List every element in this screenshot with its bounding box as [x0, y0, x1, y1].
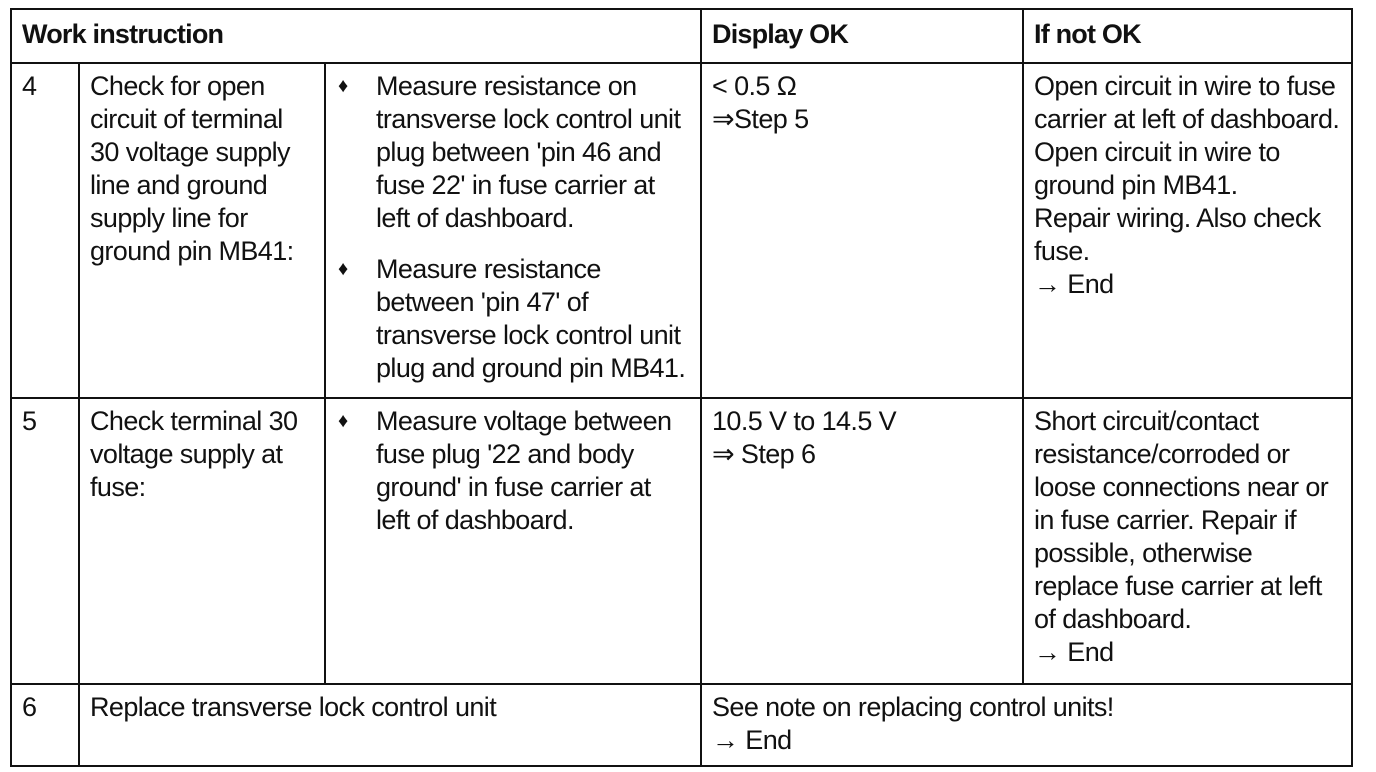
table-row	[11, 63, 1352, 398]
display-ok-value: 10.5 V to 14.5 V	[712, 406, 897, 436]
fault-text: Open circuit in wire to ground pin MB41.	[1034, 137, 1280, 200]
display-ok-cell	[701, 398, 1023, 684]
instruction-text: Replace transverse lock control unit	[79, 684, 701, 766]
end-marker: → End	[712, 725, 792, 755]
bullet-list	[336, 405, 690, 537]
bullet-text: Measure resistance on transverse lock control unit plug between 'pin 46 and fuse 22' in fuse carrier at left of dashboard.	[376, 71, 681, 233]
list-item	[336, 70, 690, 235]
step-number: 5	[11, 398, 79, 684]
if-not-ok-cell	[1023, 398, 1352, 684]
next-step-link: ⇒ Step 6	[712, 439, 816, 469]
header-row	[11, 9, 1352, 63]
repair-text: Repair wiring. Also check fuse.	[1034, 203, 1321, 266]
work-instruction-table	[10, 8, 1353, 767]
step-number: 4	[11, 63, 79, 398]
header-display-ok: Display OK	[701, 9, 1023, 63]
bullet-text: Measure resistance between 'pin 47' of transverse lock control unit plug and ground pin MB41.	[376, 254, 686, 383]
diamond-bullet-icon: ♦	[338, 75, 348, 97]
fault-text: Open circuit in wire to fuse carrier at left of dashboard.	[1034, 71, 1340, 134]
step-number: 6	[11, 684, 79, 766]
table-row	[11, 684, 1352, 766]
if-not-ok-cell	[1023, 63, 1352, 398]
list-item	[336, 253, 690, 385]
list-item	[336, 405, 690, 537]
check-description: Check for open circuit of terminal 30 voltage supply line and ground supply line for ground pin MB41:	[79, 63, 325, 398]
bullet-text: Measure voltage between fuse plug '22 and body ground' in fuse carrier at left of dashboard.	[376, 406, 672, 535]
check-description: Check terminal 30 voltage supply at fuse:	[79, 398, 325, 684]
measure-instructions	[325, 63, 701, 398]
fault-text: Short circuit/contact resistance/corroded or loose connections near or in fuse carrier. Repair if possible, otherwise replace fuse carrier at left of dashboard.	[1034, 406, 1329, 634]
display-ok-value: < 0.5 Ω	[712, 71, 797, 101]
end-marker: → End	[1034, 269, 1114, 299]
end-marker: → End	[1034, 637, 1114, 667]
next-step-link: ⇒Step 5	[712, 104, 809, 134]
display-ok-cell	[701, 63, 1023, 398]
header-if-not-ok: If not OK	[1023, 9, 1352, 63]
bullet-list	[336, 70, 690, 385]
measure-instructions	[325, 398, 701, 684]
diamond-bullet-icon: ♦	[338, 258, 348, 280]
table-row	[11, 398, 1352, 684]
header-work-instruction: Work instruction	[11, 9, 701, 63]
result-cell	[701, 684, 1352, 766]
diamond-bullet-icon: ♦	[338, 410, 348, 432]
note-text: See note on replacing control units!	[712, 692, 1114, 722]
